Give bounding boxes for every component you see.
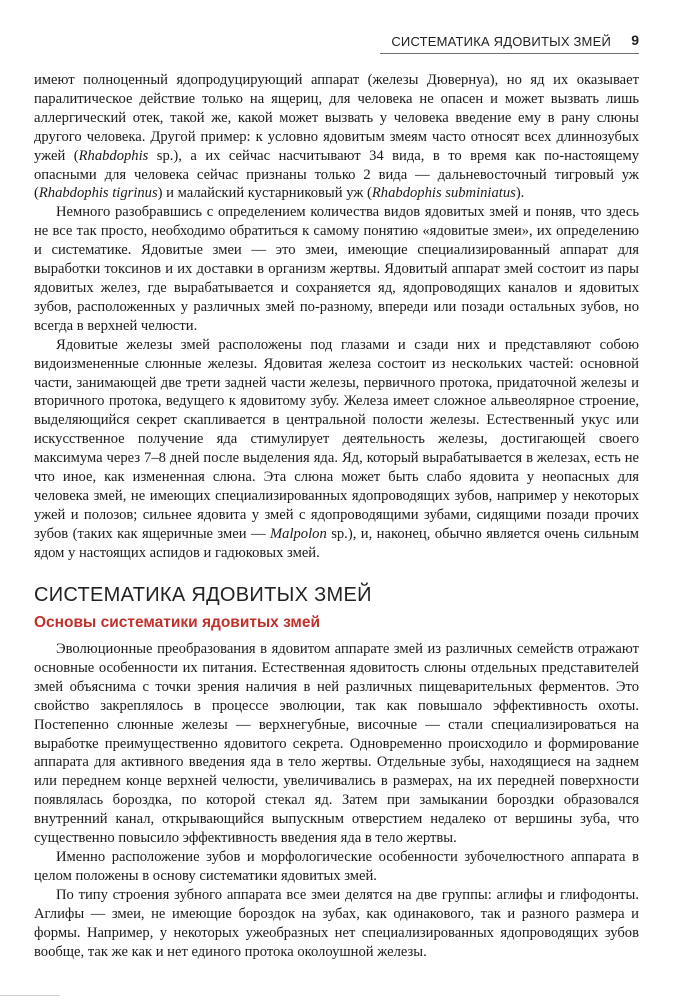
subsection-title: Основы систематики ядовитых змей — [34, 614, 321, 631]
paragraph: По типу строения зубного аппарата все змеи делятся на две группы: аглифы и глифодонты. Аглифы — змеи, не имеющие бороздок на зубах, как одинакового, так и разного размера и формы. Например, у некоторых ужеобразных нет специализированных ядопроводящих зубов вообще, так же как и нет единого протока околоушной железы. — [34, 886, 639, 960]
paragraph: Эволюционные преобразования в ядовитом аппарате змей из различных семейств отражают основные особенности их питания. Естественная ядовитость слюны отдельных представителей змей объяснима с точки зрения наличия в ней различных пищеварительных ферментов. Это свойство закреплялось в процессе эволюции, так как повышало эффективность охоты. Постепенно слюнные железы — верхнегубные, височные — стали специализироваться на выработке преимущественно ядовитого секрета. Одновременно происходило и формирование аппарата для активного введения яда в тело жертвы. Отдельные зубы, находящиеся на заднем или переднем конце верхней челюсти, увеличивались в размерах, на их передней поверхности появлялась бороздка, по которой стекал яд. Затем при замыкании бороздки образовался внутренний канал, открывающийся выпускным отверстием недалеко от вершины зуба, что существенно повысило эффективность введения яда в тело жертвы. — [34, 641, 639, 847]
italic-taxon: Malpolon — [270, 525, 327, 542]
italic-taxon: Rhabdophis subminiatus — [371, 185, 516, 202]
running-header — [380, 31, 639, 54]
body-text-block-2 — [34, 640, 639, 961]
footer-rule — [0, 995, 60, 996]
paragraph: имеют полноценный ядопродуцирующий аппарат (железы Дювернуа), но яд их оказывает паралитическое действие только на ящериц, для человека не опасен и может вызвать лишь аллергический отек, такой же, какой может вызвать у человека введение ему в рану слюны другого человека. Другой пример: к условно ядовитым змеям часто относят всех длиннозубых ужей (Rhabdophis sp.), а их сейчас насчитывают 34 вида, в то время как по-настоящему опасными для человека сейчас признаны только 2 вида — дальневосточный тигровый уж (Rhabdophis tigrinus) и малайский кустарниковый уж (Rhabdophis subminiatus). — [34, 72, 640, 202]
paragraph: Ядовитые железы змей расположены под глазами и сзади них и представляют собою видоизмененные слюнные железы. Ядовитая железа состоит из нескольких частей: основной части, занимающей две трети задней части железы, первичного протока, придаточной железы и вторичного протока, ведущего к ядовитому зубу. Железа имеет сложное альвеолярное строение, выделяющийся секрет скапливается в центральной полости железы. Естественный укус или искусственное получение яда стимулирует деятельность железы, достигающей своего максимума через 7–8 дней после выделения яда. Яд, который вырабатывается в железах, есть не что иное, как измененная слюна. Эта слюна может быть слабо ядовита у неопасных для человека змей, не имеющих специализированных ядопроводящих зубов, например у некоторых ужей и полозов; сильнее ядовита у змей с ядопроводящими зубами, сидящими позади прочих зубов (таких как ящеричные змеи — Malpolon sp.), и, наконец, обычно является очень сильным ядом у настоящих аспидов и гадюковых змей. — [34, 336, 639, 561]
paragraph: Именно расположение зубов и морфологические особенности зубочелюстного аппарата в целом положены в основу систематики ядовитых змей. — [34, 848, 639, 884]
italic-taxon: Rhabdophis tigrinus — [38, 185, 158, 202]
section-title: СИСТЕМАТИКА ЯДОВИТЫХ ЗМЕЙ — [34, 584, 372, 606]
running-title: СИСТЕМАТИКА ЯДОВИТЫХ ЗМЕЙ — [391, 34, 611, 49]
paragraph: Немного разобравшись с определением количества видов ядовитых змей и поняв, что здесь не все так просто, необходимо обратиться к самому понятию «ядовитые змеи», их определению и систематике. Ядовитые змеи — это змеи, имеющие специализированный аппарат для выработки токсинов и их доставки в организм жертвы. Ядовитый аппарат змей состоит из пары ядовитых желез, где вырабатывается и сохраняется яд, ядопроводящих каналов и ядовитых зубов, расположенных у различных змей по-разному, впереди или позади остальных зубов, но всегда в верхней челюсти. — [34, 204, 639, 334]
body-text-block-1 — [34, 71, 639, 563]
page-number: 9 — [631, 32, 639, 48]
italic-taxon: Rhabdophis — [78, 147, 149, 164]
